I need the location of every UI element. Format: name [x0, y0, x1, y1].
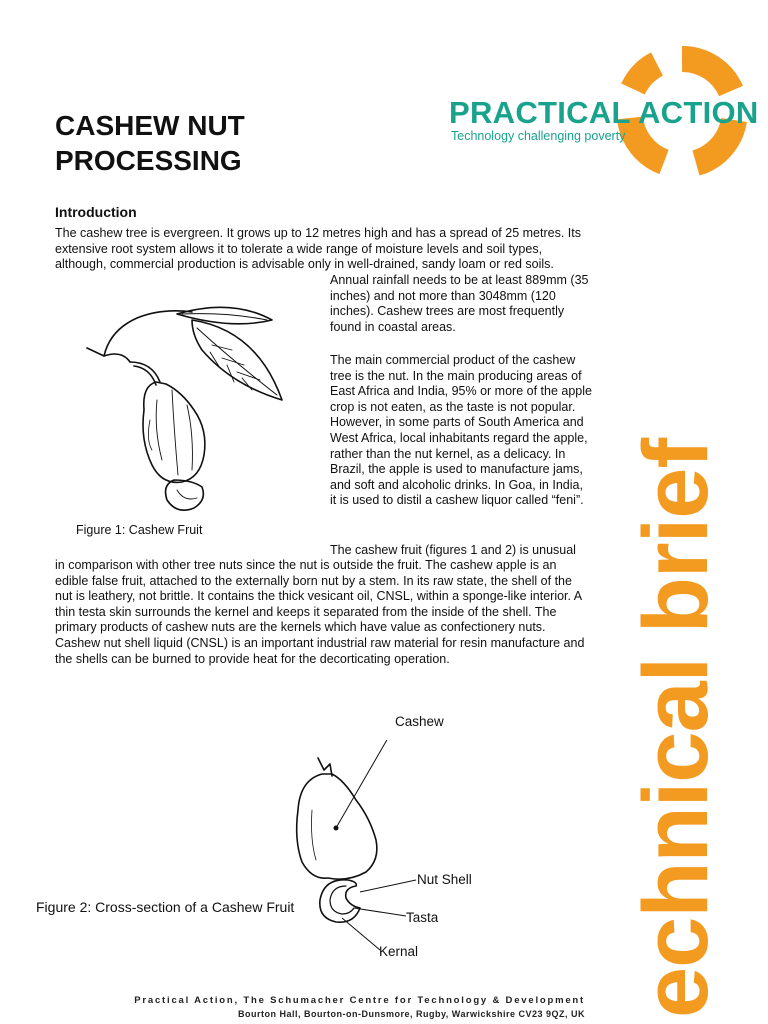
brand-tagline: Technology challenging poverty [451, 129, 626, 143]
title-line-2: PROCESSING [55, 145, 242, 176]
label-cashew: Cashew [395, 714, 444, 729]
brand-name: PRACTICAL ACTION [449, 95, 759, 130]
intro-paragraph-2: Annual rainfall needs to be at least 889mm (35 inches) and not more than 3048mm (120 inches). Cashew trees are most frequently found in coastal areas. [330, 273, 589, 334]
title-line-1: CASHEW NUT [55, 110, 245, 141]
technical-brief-banner: echnical brief [625, 438, 727, 1018]
footer-address: Bourton Hall, Bourton-on-Dunsmore, Rugby, Warwickshire CV23 9QZ, UK [237, 1009, 585, 1019]
cashew-fruit-illustration [82, 290, 297, 520]
footer-organisation: Practical Action, The Schumacher Centre for Technology & Development [134, 995, 585, 1006]
label-tasta: Tasta [406, 910, 439, 925]
figure-2-caption: Figure 2: Cross-section of a Cashew Fruit [36, 899, 295, 915]
intro-paragraph-3: The main commercial product of the cashew tree is the nut. In the main producing areas of East Africa and India, 95% or more of the apple crop is not eaten, as the taste is not popular. However, in some parts of South America and West Africa, local inhabitants regard the apple, rather than the nut kernel, as a delicacy. In Brazil, the apple is used to manufacture jams, and soft and alcoholic drinks. In Goa, in India, it is used to distil a cashew liquor called “feni”. [330, 353, 592, 508]
intro-paragraph-4-start: The cashew fruit (figures 1 and 2) is unusual [330, 543, 576, 557]
intro-paragraph-4: in comparison with other tree nuts since the nut is outside the fruit. The cashew apple is an edible false fruit, attached to the externally born nut by a stem. In its raw state, the shell of the nut is leathery, not brittle. It contains the thick vesicant oil, CNSL, within a sponge-like interior. A thin testa skin surrounds the kernel and keeps it separated from the inside of the shell. The primary products of cashew nuts are the kernels which have value as confectionery nuts. Cashew nut shell liquid (CNSL) is an important industrial raw material for resin manufacture and the shells can be burned to provide heat for the decorticating operation. [55, 558, 585, 666]
page-title [55, 108, 375, 178]
cashew-cross-section-illustration [288, 740, 458, 965]
section-heading: Introduction [55, 204, 137, 220]
intro-paragraph-1: The cashew tree is evergreen. It grows up to 12 metres high and has a spread of 25 metres. Its extensive root system allows it to tolerate a wide range of moisture levels and soil types, although, commercial production is advisable only in well-drained, sandy loam or red soils. [55, 226, 581, 272]
label-nut-shell: Nut Shell [417, 872, 472, 887]
figure-1-caption: Figure 1: Cashew Fruit [76, 523, 203, 537]
label-kernal: Kernal [379, 944, 419, 959]
